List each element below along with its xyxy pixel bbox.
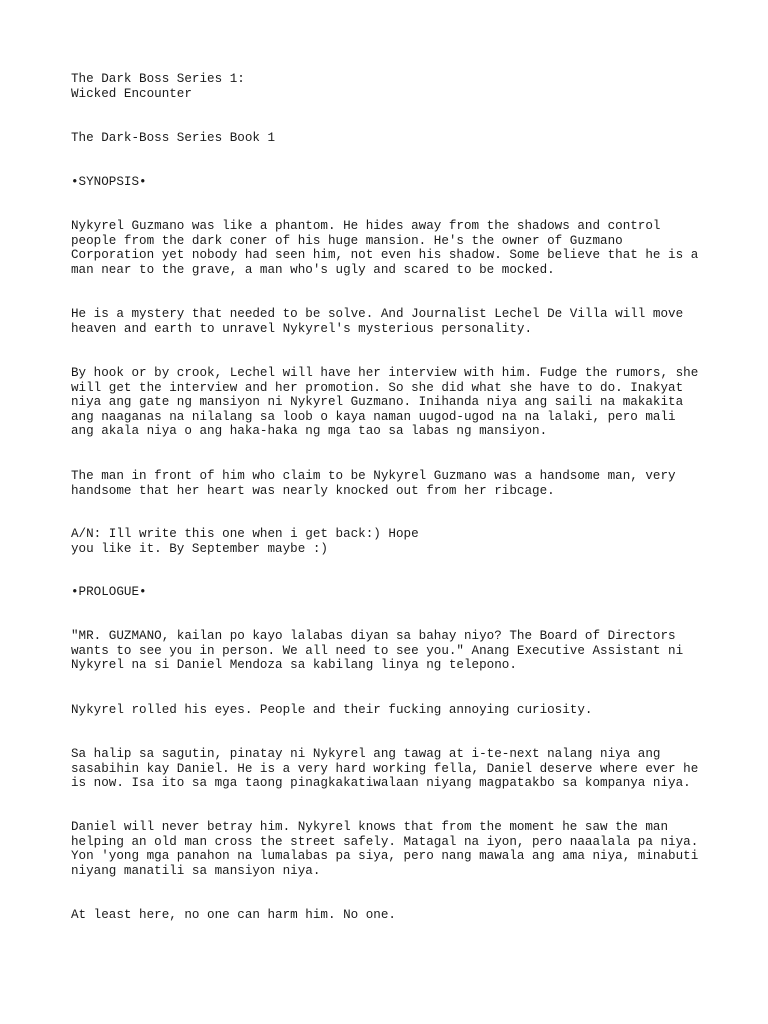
synopsis-paragraph-2: He is a mystery that needed to be solve. And Journalist Lechel De Villa will move heaven and earth to unravel Nykyrel's mysterious personality. <box>71 307 684 336</box>
prologue-paragraph-4: Daniel will never betray him. Nykyrel knows that from the moment he saw the man helping an old man cross the street safely. Matagal na iyon, pero naaalala pa niya. Yon 'yong mga panahon na lumalabas pa siya, pero nang mawala ang ama niya, minabuti niyang manatili sa mansiyon niya. <box>71 820 699 878</box>
synopsis-paragraph-1: Nykyrel Guzmano was like a phantom. He hides away from the shadows and control people from the dark coner of his huge mansion. He's the owner of Guzmano Corporation yet nobody had seen him, not even his shadow. Some believe that he is a man near to the grave, a man who's ugly and scared to be mocked. <box>71 219 699 277</box>
prologue-paragraph-5: At least here, no one can harm him. No one. <box>71 908 396 922</box>
series-subtitle: The Dark-Boss Series Book 1 <box>71 131 276 145</box>
synopsis-paragraph-3: By hook or by crook, Lechel will have her interview with him. Fudge the rumors, she will get the interview and her promotion. So she did what she have to do. Inakyat niya ang gate ng mansiyon ni Nykyrel Guzmano. Inihanda niya ang saili na makakita ang naaganas na nilalang sa loob o kaya naman uugod-ugod na na lalaki, pero mali ang akala niya o ang haka-haka ng mga tao sa labas ng mansiyon. <box>71 366 699 439</box>
prologue-heading: •PROLOGUE• <box>71 585 147 599</box>
synopsis-heading: •SYNOPSIS• <box>71 175 147 189</box>
prologue-paragraph-2: Nykyrel rolled his eyes. People and their fucking annoying curiosity. <box>71 703 593 717</box>
title-line-2: Wicked Encounter <box>71 87 192 101</box>
author-note: A/N: Ill write this one when i get back:) Hope you like it. By September maybe :) <box>71 527 419 556</box>
title-line-1: The Dark Boss Series 1: <box>71 72 245 86</box>
prologue-paragraph-3: Sa halip sa sagutin, pinatay ni Nykyrel ang tawag at i-te-next nalang niya ang sasabihin kay Daniel. He is a very hard working fella, Daniel deserve where ever he is now. Isa ito sa mga taong pinagkakatiwalaan niyang magpatakbo sa kompanya niya. <box>71 747 699 791</box>
synopsis-paragraph-4: The man in front of him who claim to be Nykyrel Guzmano was a handsome man, very handsome that her heart was nearly knocked out from her ribcage. <box>71 469 676 498</box>
prologue-paragraph-1: "MR. GUZMANO, kailan po kayo lalabas diyan sa bahay niyo? The Board of Directors wants to see you in person. We all need to see you." Anang Executive Assistant ni Nykyrel na si Daniel Mendoza sa kabilang linya ng telepono. <box>71 629 684 673</box>
